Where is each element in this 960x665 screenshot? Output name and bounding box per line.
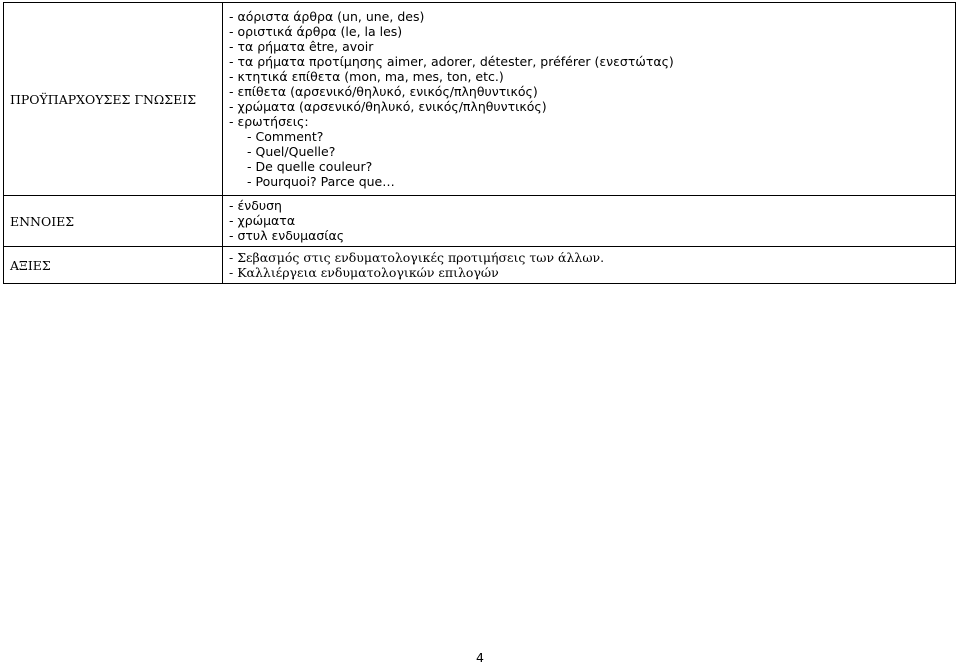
list-item: - οριστικά άρθρα (le, la les) [229,23,403,39]
table-row-values [4,247,956,284]
list-subitem: - Quel/Quelle? [247,143,336,159]
list-item: - αόριστα άρθρα (un, une, des) [229,8,425,24]
list-item: - ένδυση [229,198,282,213]
row-label-concepts: ΕΝΝΟΙΕΣ [4,196,223,247]
values-content [223,247,956,284]
list-item: - στυλ ενδυμασίας [229,228,345,243]
list-subitem: - Pourquoi? Parce que… [247,173,395,189]
concepts-content [223,196,956,247]
table-row-concepts [4,196,956,247]
list-item: - τα ρήματα être, avoir [229,38,374,54]
list-item: - χρώματα [229,213,296,228]
list-subitem: - Comment? [247,128,324,144]
list-item: - χρώματα (αρσενικό/θηλυκό, ενικός/πληθυντικός) [229,98,547,114]
list-subitem: - De quelle couleur? [247,158,373,174]
row-label-prior-knowledge: ΠΡΟΫΠΑΡΧΟΥΣΕΣ ΓΝΩΣΕΙΣ [4,3,223,196]
prior-knowledge-content [223,3,956,196]
list-item: - ερωτήσεις: [229,113,309,129]
table-row-prior-knowledge [4,3,956,196]
list-item: - τα ρήματα προτίμησης aimer, adorer, détester, préférer (ενεστώτας) [229,53,674,69]
list-item: - κτητικά επίθετα (mon, ma, mes, ton, etc.) [229,68,504,84]
lesson-outline-table [3,2,956,284]
row-label-values: ΑΞΙΕΣ [4,247,223,284]
list-item: - επίθετα (αρσενικό/θηλυκό, ενικός/πληθυντικός) [229,83,538,99]
list-item: - Καλλιέργεια ενδυματολογικών επιλογών [229,264,499,280]
page-number: 4 [476,650,484,665]
list-item: - Σεβασμός στις ενδυματολογικές προτιμήσεις των άλλων. [229,249,605,265]
